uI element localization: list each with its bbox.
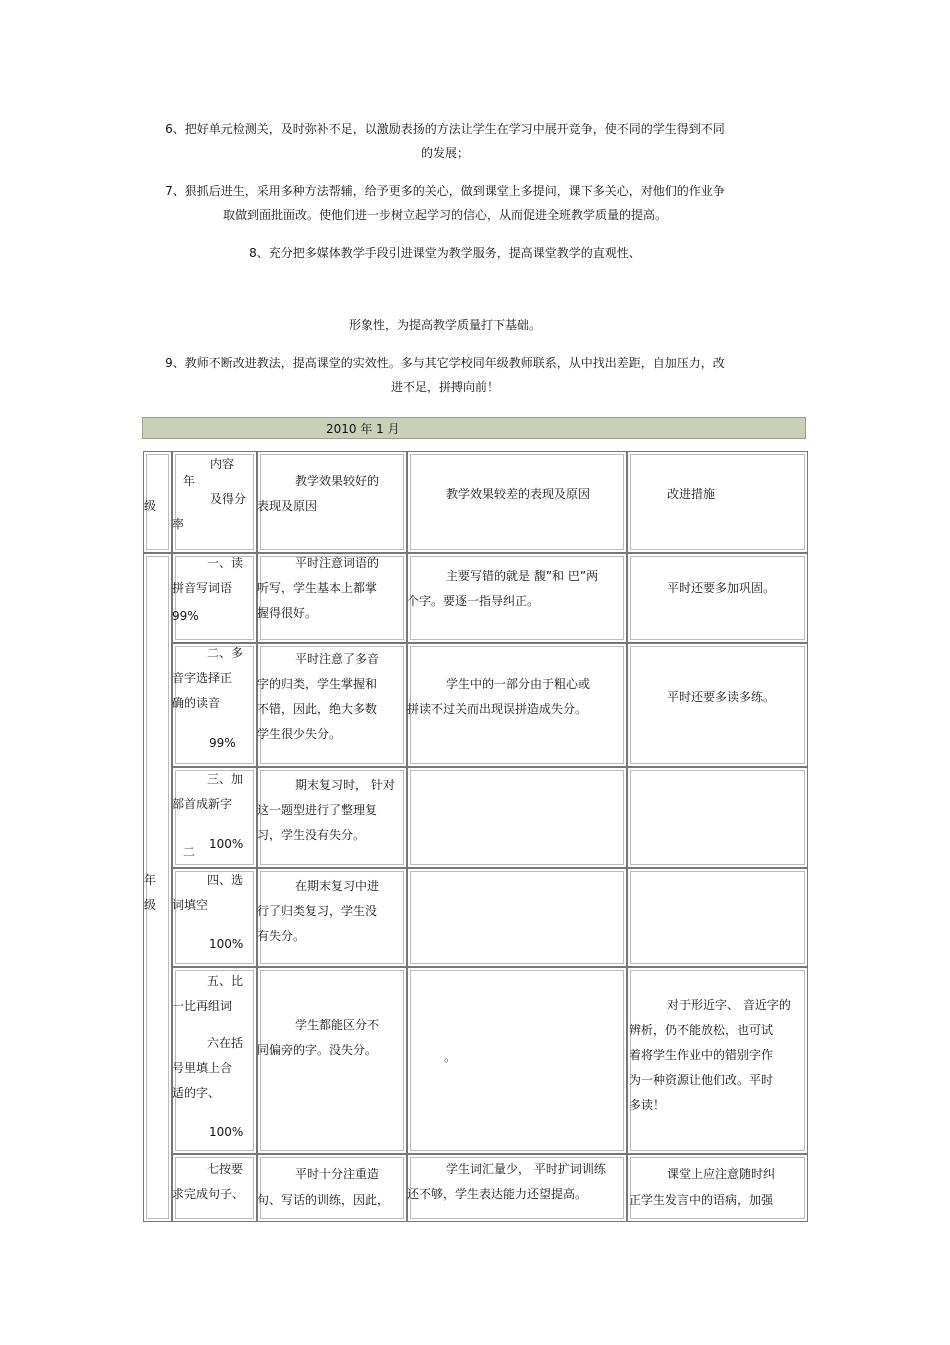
row-5-item-line-4: 号里填上合 (172, 1061, 233, 1075)
row-2-good-line-3: 不错，因此，绝大多数 (257, 702, 378, 716)
row-2-item-line-2: 音字选择正 (172, 671, 233, 685)
row-3-score: 100% (209, 837, 244, 851)
row-2-improve-line-1: 平时还要多读多练。 (667, 690, 776, 704)
improve-header-text: 改进措施 (667, 487, 716, 501)
row-6-poor-line-2: 还不够，学生表达能力还望提高。 (407, 1187, 588, 1201)
row-4-good-line-1: 在期末复习中进 (295, 879, 380, 893)
grade-er: 二 (183, 845, 196, 859)
row-6-improve-line-2: 正学生发言中的语病，加强 (629, 1193, 774, 1207)
row-6-good-line-2: 句、写话的训练，因此， (257, 1193, 390, 1207)
row-1-score: 99% (172, 609, 199, 623)
row-5-improve-line-2: 辨析，仍不能放松，也可试 (629, 1023, 774, 1037)
row-5-improve-line-3: 着将学生作业中的错别字作 (629, 1048, 774, 1062)
row-1-good-line-2: 听写，学生基本上都掌 (257, 581, 378, 595)
row-6-item-line-2: 求完成句子、 (172, 1187, 245, 1201)
row-5-good-line-2: 同偏旁的字。没失分。 (257, 1043, 378, 1057)
paragraph-6-line-2: 的发展； (420, 146, 469, 160)
row-1-improve-line-1: 平时还要多加巩固。 (667, 581, 776, 595)
row-2-good-line-2: 字的归类，学生掌握和 (257, 677, 378, 691)
table-row-4-improve (627, 868, 808, 967)
row-2-score: 99% (209, 736, 236, 750)
table-row-3-poor (407, 767, 627, 868)
grade-ji: 级 (144, 898, 157, 912)
paragraph-9-line-1: 9、教师不断改进教法，提高课堂的实效性。多与其它学校同年级教师联系，从中找出差距，自加压力，改 (165, 356, 725, 370)
grade-nian: 年 (144, 873, 157, 887)
content-header-text: 内容 (210, 457, 235, 471)
row-5-good-line-1: 学生都能区分不 (295, 1018, 380, 1032)
row-4-good-line-3: 有失分。 (257, 929, 306, 943)
table-row-3-improve (627, 767, 808, 868)
row-1-item-line-2: 拼音写词语 (172, 581, 233, 595)
row-6-good-line-1: 平时十分注重造 (295, 1167, 380, 1181)
row-4-item-line-1: 四、选 (207, 873, 244, 887)
table-row-5-poor (407, 967, 627, 1154)
score-header-text: 及得分 (210, 492, 247, 506)
row-3-good-line-2: 这一题型进行了整理复 (257, 803, 378, 817)
row-5-item-line-3: 六在括 (207, 1036, 244, 1050)
poor-header-text: 教学效果较差的表现及原因 (446, 487, 591, 501)
row-2-item-line-1: 二、多 (207, 646, 244, 660)
row-4-score: 100% (209, 937, 244, 951)
row-2-poor-line-1: 学生中的一部分由于粗心或 (446, 677, 591, 691)
analysis-table (143, 451, 808, 1222)
row-1-item-line-1: 一、读 (207, 556, 244, 570)
row-2-good-line-1: 平时注意了多音 (295, 652, 380, 666)
paragraph-6-line-1: 6、把好单元检测关，及时弥补不足，以激励表扬的方法让学生在学习中展开竞争，使不同的学生得到不同 (165, 122, 725, 136)
row-3-item-line-2: 部首成新字 (172, 797, 233, 811)
row-5-improve-line-4: 为一种资源让他们改。平时 (629, 1073, 774, 1087)
improve-header-cell (627, 451, 808, 553)
row-5-item-line-1: 五、比 (207, 974, 244, 988)
rate-header-text: 率 (172, 517, 185, 531)
paragraph-8-line-2: 形象性，为提高教学质量打下基础。 (348, 318, 541, 332)
row-2-item-line-3: 确的读音 (172, 696, 221, 710)
paragraph-7-line-1: 7、狠抓后进生，采用多种方法帮辅，给予更多的关心，做到课堂上多提问，课下多关心，对他们的作业争 (165, 184, 725, 198)
row-5-improve-line-1: 对于形近字、 音近字的 (667, 998, 791, 1012)
paragraph-7-line-2: 取做到面批面改。使他们进一步树立起学习的信心，从而促进全班教学质量的提高。 (222, 208, 667, 222)
row-6-item-line-1: 七按要 (207, 1162, 244, 1176)
row-3-good-line-3: 习，学生没有失分。 (257, 828, 366, 842)
row-5-item-line-5: 适的字、 (172, 1086, 221, 1100)
table-row-4-poor (407, 868, 627, 967)
row-4-good-line-2: 行了归类复习，学生没 (257, 904, 378, 918)
date-bar (142, 417, 806, 439)
paragraph-8-line-1: 8、充分把多媒体教学手段引进课堂为教学服务，提高课堂教学的直观性、 (249, 246, 641, 260)
year-header-text: 年 (183, 474, 196, 488)
row-1-poor-line-1: 主要写错的就是 馥”和 巴”两 (446, 569, 599, 583)
row-3-good-line-1: 期末复习时， 针对 (295, 778, 395, 792)
row-5-poor-line-1: 。 (444, 1050, 457, 1064)
row-3-item-line-1: 三、加 (207, 772, 244, 786)
row-2-good-line-4: 学生很少失分。 (257, 727, 342, 741)
row-6-improve-line-1: 课堂上应注意随时纠 (667, 1167, 776, 1181)
row-1-good-line-3: 握得很好。 (257, 606, 318, 620)
row-2-poor-line-2: 拼读不过关而出现误拼造成失分。 (407, 702, 588, 716)
row-5-item-line-2: 一比再组词 (172, 999, 233, 1013)
row-6-poor-line-1: 学生词汇量少， 平时扩词训练 (446, 1162, 606, 1176)
row-1-good-line-1: 平时注意词语的 (295, 556, 380, 570)
grade-header-text: 级 (144, 499, 157, 513)
row-5-score: 100% (209, 1125, 244, 1139)
row-5-improve-line-5: 多读！ (629, 1098, 666, 1112)
row-1-poor-line-2: 个字。要逐一指导纠正。 (407, 594, 540, 608)
good-header-line-2: 表现及原因 (257, 499, 318, 513)
date-label: 2010 年 1 月 (326, 422, 400, 436)
row-4-item-line-2: 词填空 (172, 898, 209, 912)
paragraph-9-line-2: 进不足，拼搏向前！ (390, 380, 499, 394)
good-header-line-1: 教学效果较好的 (295, 474, 380, 488)
